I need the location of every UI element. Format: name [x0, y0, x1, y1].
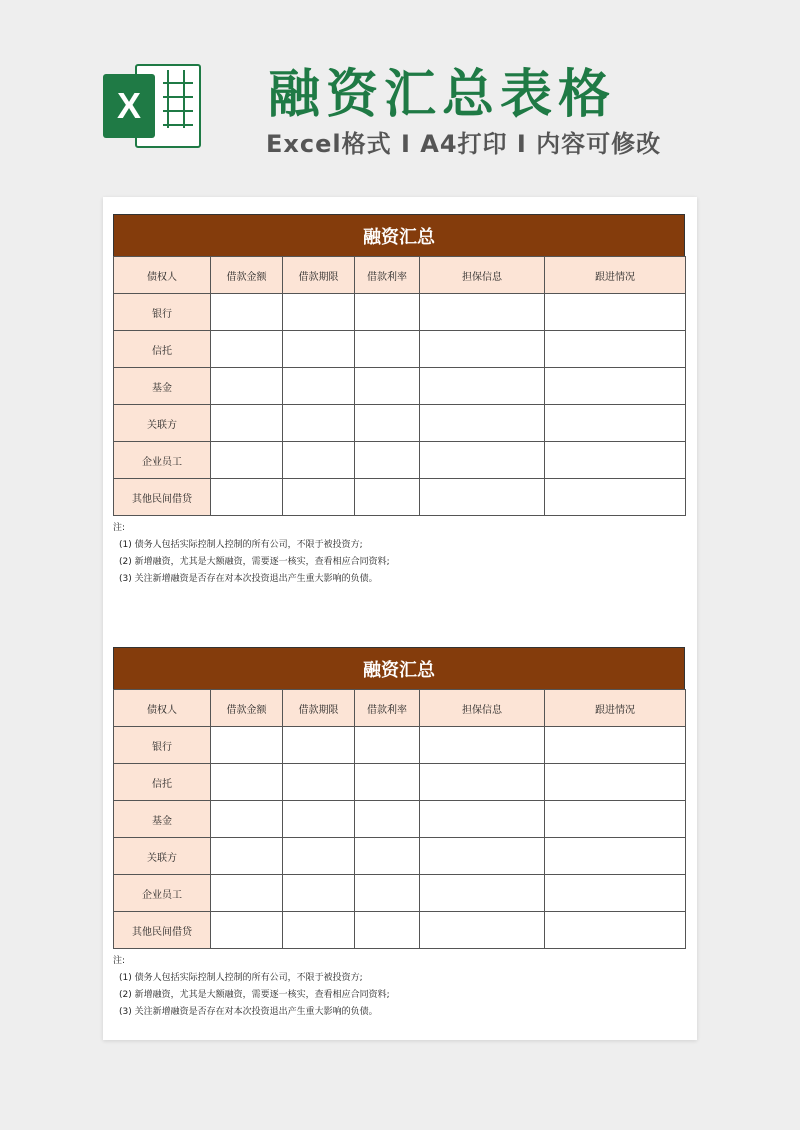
table-cell[interactable]	[211, 801, 283, 838]
table-row	[114, 801, 686, 838]
note-item: (1) 债务人包括实际控制人控制的所有公司，不限于被投资方;	[119, 973, 363, 983]
table-cell[interactable]	[420, 294, 545, 331]
table-cell[interactable]	[545, 405, 686, 442]
table-header-row	[114, 690, 686, 727]
table-cell[interactable]	[283, 838, 355, 875]
table-cell[interactable]	[420, 912, 545, 949]
note-item: (1) 债务人包括实际控制人控制的所有公司，不限于被投资方;	[119, 540, 363, 550]
table-cell[interactable]	[283, 479, 355, 516]
note-item: (3) 关注新增融资是否存在对本次投资退出产生重大影响的负债。	[119, 1007, 378, 1017]
row-header: 企业员工	[114, 875, 211, 912]
logo-badge: X	[103, 74, 155, 138]
column-header: 跟进情况	[545, 690, 686, 727]
column-header: 担保信息	[420, 690, 545, 727]
table-cell[interactable]	[355, 294, 420, 331]
table-header-row	[114, 257, 686, 294]
table-cell[interactable]	[211, 479, 283, 516]
logo-grid-line	[163, 96, 193, 98]
note-item: (2) 新增融资，尤其是大额融资，需要逐一核实，查看相应合同资料;	[119, 557, 390, 567]
column-header: 借款金额	[211, 257, 283, 294]
note-item: (3) 关注新增融资是否存在对本次投资退出产生重大影响的负债。	[119, 574, 378, 584]
table-cell[interactable]	[545, 875, 686, 912]
document-page	[103, 197, 697, 1040]
table-cell[interactable]	[355, 875, 420, 912]
logo-grid-line	[167, 70, 169, 128]
table-cell[interactable]	[283, 801, 355, 838]
table-cell[interactable]	[420, 801, 545, 838]
table-cell[interactable]	[283, 875, 355, 912]
table-cell[interactable]	[211, 727, 283, 764]
table-cell[interactable]	[545, 479, 686, 516]
row-header: 银行	[114, 294, 211, 331]
table-cell[interactable]	[420, 838, 545, 875]
table-row	[114, 479, 686, 516]
table-cell[interactable]	[355, 331, 420, 368]
row-header: 信托	[114, 331, 211, 368]
table-cell[interactable]	[355, 838, 420, 875]
notes	[113, 520, 685, 588]
logo-grid-line	[163, 124, 193, 126]
logo-grid-line	[163, 82, 193, 84]
column-header: 借款期限	[283, 257, 355, 294]
table-cell[interactable]	[211, 368, 283, 405]
table-cell[interactable]	[545, 838, 686, 875]
column-header: 借款利率	[355, 690, 420, 727]
table-row	[114, 764, 686, 801]
table-cell[interactable]	[355, 727, 420, 764]
table-row	[114, 912, 686, 949]
table-row	[114, 442, 686, 479]
column-header: 借款利率	[355, 257, 420, 294]
row-header: 关联方	[114, 405, 211, 442]
table-cell[interactable]	[420, 875, 545, 912]
summary-block	[113, 214, 685, 588]
table-title: 融资汇总	[113, 647, 685, 689]
table-cell[interactable]	[355, 764, 420, 801]
table-cell[interactable]	[545, 442, 686, 479]
table-cell[interactable]	[211, 912, 283, 949]
notes-label: 注:	[113, 523, 126, 533]
table-cell[interactable]	[545, 368, 686, 405]
table-cell[interactable]	[283, 368, 355, 405]
table-cell[interactable]	[283, 294, 355, 331]
table-cell[interactable]	[355, 912, 420, 949]
table-cell[interactable]	[283, 764, 355, 801]
table-cell[interactable]	[283, 331, 355, 368]
table-title: 融资汇总	[113, 214, 685, 256]
column-header: 债权人	[114, 690, 211, 727]
table-cell[interactable]	[545, 331, 686, 368]
table-row	[114, 838, 686, 875]
page-title: 融资汇总表格	[268, 65, 617, 125]
table-cell[interactable]	[211, 405, 283, 442]
logo-grid-line	[163, 110, 193, 112]
financing-table	[113, 689, 686, 949]
table-cell[interactable]	[545, 764, 686, 801]
table-row	[114, 368, 686, 405]
table-cell[interactable]	[420, 368, 545, 405]
table-cell[interactable]	[545, 801, 686, 838]
row-header: 企业员工	[114, 442, 211, 479]
table-row	[114, 405, 686, 442]
table-cell[interactable]	[420, 727, 545, 764]
table-row	[114, 294, 686, 331]
table-cell[interactable]	[211, 294, 283, 331]
column-header: 债权人	[114, 257, 211, 294]
note-item: (2) 新增融资，尤其是大额融资，需要逐一核实，查看相应合同资料;	[119, 990, 390, 1000]
column-header: 跟进情况	[545, 257, 686, 294]
page-subtitle: Excel格式 I A4打印 I 内容可修改	[266, 130, 662, 158]
table-cell[interactable]	[283, 442, 355, 479]
summary-block	[113, 647, 685, 1021]
table-cell[interactable]	[283, 405, 355, 442]
row-header: 其他民间借贷	[114, 479, 211, 516]
row-header: 其他民间借贷	[114, 912, 211, 949]
table-cell[interactable]	[355, 479, 420, 516]
table-cell[interactable]	[355, 442, 420, 479]
table-cell[interactable]	[211, 875, 283, 912]
row-header: 关联方	[114, 838, 211, 875]
table-cell[interactable]	[283, 912, 355, 949]
table-cell[interactable]	[545, 727, 686, 764]
row-header: 基金	[114, 368, 211, 405]
table-row	[114, 331, 686, 368]
table-cell[interactable]	[283, 727, 355, 764]
table-cell[interactable]	[420, 479, 545, 516]
notes-label: 注:	[113, 956, 126, 966]
column-header: 借款金额	[211, 690, 283, 727]
table-cell[interactable]	[420, 442, 545, 479]
table-cell[interactable]	[420, 764, 545, 801]
table-cell[interactable]	[545, 294, 686, 331]
table-cell[interactable]	[355, 801, 420, 838]
table-cell[interactable]	[211, 331, 283, 368]
table-cell[interactable]	[211, 764, 283, 801]
excel-logo-icon	[103, 58, 203, 154]
logo-grid-line	[183, 70, 185, 128]
row-header: 信托	[114, 764, 211, 801]
table-row	[114, 727, 686, 764]
table-cell[interactable]	[211, 442, 283, 479]
column-header: 借款期限	[283, 690, 355, 727]
notes	[113, 953, 685, 1021]
table-row	[114, 875, 686, 912]
column-header: 担保信息	[420, 257, 545, 294]
financing-table	[113, 256, 686, 516]
table-cell[interactable]	[355, 368, 420, 405]
table-cell[interactable]	[545, 912, 686, 949]
table-cell[interactable]	[355, 405, 420, 442]
table-cell[interactable]	[420, 405, 545, 442]
table-cell[interactable]	[211, 838, 283, 875]
row-header: 基金	[114, 801, 211, 838]
row-header: 银行	[114, 727, 211, 764]
table-cell[interactable]	[420, 331, 545, 368]
